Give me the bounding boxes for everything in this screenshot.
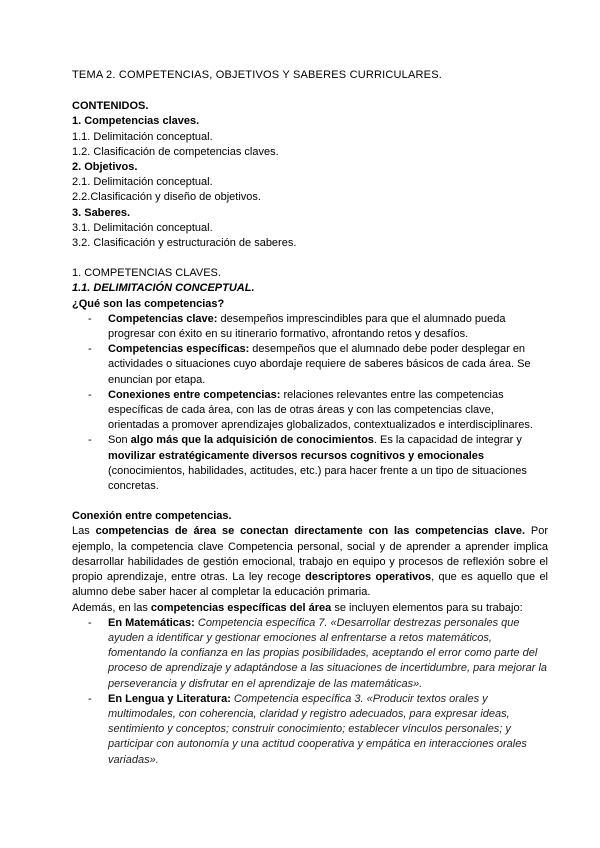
definition: relaciones relevantes entre las competencias específicas de cada área, con las de otras áreas y con las competencias clave, orientadas a promover aprendizajes globalizados, contextualizados e interdisciplinares. — [108, 388, 533, 432]
contents-item: 3.1. Delimitación conceptual. — [72, 221, 213, 234]
section-question: ¿Qué son las competencias? — [72, 297, 225, 310]
list-item — [72, 692, 548, 768]
list-item — [72, 312, 548, 342]
term: En Lengua y Literatura: — [108, 692, 231, 705]
contents-section-heading: 3. Saberes. — [72, 206, 131, 219]
text: . Es la capacidad de integrar y — [373, 434, 522, 447]
contents-section-heading: 1. Competencias claves. — [72, 115, 200, 128]
contents-item: 2.2.Clasificación y diseño de objetivos. — [72, 191, 261, 204]
text: Son — [108, 434, 131, 447]
quote: Competencia específica 3. «Producir textos orales y multimodales, con coherencia, claridad y registro adecuados, para expresar ideas, sentimiento y conceptos; construir conocimiento; establecer vínculos personales; y participar con autonomía y una actitud cooperativa y empática en interacciones orales variadas». — [108, 692, 527, 766]
contents-section-2 — [72, 160, 548, 206]
contents-section-1 — [72, 114, 548, 160]
list-item — [72, 342, 548, 388]
document-title: TEMA 2. COMPETENCIAS, OBJETIVOS Y SABERES CURRICULARES. — [72, 69, 443, 81]
examples-list — [72, 616, 548, 768]
contents-item: 1.2. Clasificación de competencias claves. — [72, 145, 279, 158]
list-item — [72, 433, 548, 494]
contents-section-3 — [72, 206, 548, 252]
section-heading: 1. COMPETENCIAS CLAVES. — [72, 267, 221, 280]
quote: Competencia específica 7. «Desarrollar destrezas personales que ayuden a identificar y gestionar emociones al enfrentarse a retos matemáticos, fomentando la confianza en las propias posibilidades, aceptando el error como parte del proceso de aprendizaje y adaptándose a las situaciones de incertidumbre, para mejorar la perseverancia y disfrutar en el aprendizaje de las matemáticas». — [108, 616, 548, 690]
list-item — [72, 388, 548, 434]
connection-paragraph: Las competencias de área se conectan directamente con las competencias clave. Por ejemplo, la competencia clave Competencia personal, social y de aprender a aprender implica desarrollar habilidades de gestión emocional, trabajo en equipo y procesos de reflexión sobre el propio aprendizaje, entre otras. La ley recoge descriptores operativos, que es aquello que el alumno debe saber hacer al completar la educación primaria. — [72, 525, 549, 599]
list-item — [72, 616, 548, 692]
section-subheading: 1.1. DELIMITACIÓN CONCEPTUAL. — [72, 282, 255, 295]
contents-item: 3.2. Clasificación y estructuración de saberes. — [72, 237, 297, 250]
contents-item: 1.1. Delimitación conceptual. — [72, 130, 213, 143]
text: (conocimientos, habilidades, actitudes, etc.) para hacer frente a un tipo de situaciones concretas. — [108, 464, 527, 493]
bold-text: movilizar estratégicamente diversos recursos cognitivos y emocionales — [108, 449, 484, 462]
definition: desempeños imprescindibles para que el alumnado pueda progresar con éxito en su itinerario formativo, afrontando retos y desafíos. — [108, 312, 506, 341]
term: Competencias específicas: — [108, 343, 250, 356]
connection-paragraph-2: Además, en las competencias específicas del área se incluyen elementos para su trabajo: — [72, 601, 523, 614]
term: En Matemáticas: — [108, 616, 195, 629]
contents-item: 2.1. Delimitación conceptual. — [72, 176, 213, 189]
competencias-list — [72, 312, 548, 494]
term: Conexiones entre competencias: — [108, 388, 281, 401]
bold-text: algo más que la adquisición de conocimientos — [130, 434, 374, 447]
contents-section-heading: 2. Objetivos. — [72, 161, 138, 174]
contents-heading: CONTENIDOS. — [72, 100, 149, 113]
connection-heading: Conexión entre competencias. — [72, 510, 232, 523]
definition: desempeños que el alumnado debe poder desplegar en actividades o situaciones cuyo abordaje requiere de saberes básicos de cada área. Se enuncian por etapa. — [108, 343, 531, 386]
term: Competencias clave: — [108, 312, 218, 325]
